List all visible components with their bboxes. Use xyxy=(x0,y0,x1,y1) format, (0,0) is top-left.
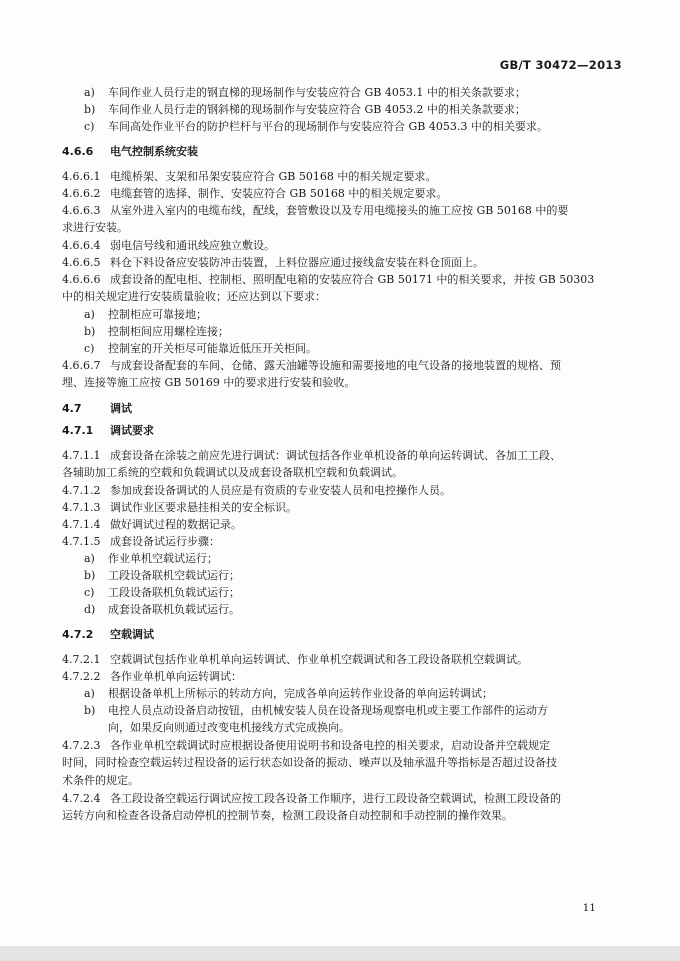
clause: 4.7.2.2 各作业单机单向运转调试： xyxy=(62,670,242,683)
clause-continuation: 时间，同时检查空载运转过程设备的运行状态如设备的振动、噪声以及轴承温升等指标是否超过设备技 xyxy=(62,756,557,769)
list-item: d) 成套设备联机负载试运行。 xyxy=(84,603,240,616)
clause: 4.7.1.2 参加成套设备调试的人员应是有资质的专业安装人员和电控操作人员。 xyxy=(62,484,451,497)
clause-continuation: 埋、连接等施工应按 GB 50169 中的要求进行安装和验收。 xyxy=(62,376,356,389)
clause: 4.6.6.6 成套设备的配电柜、控制柜、照明配电箱的安装应符合 GB 50171 中的相关要求，并按 GB 50303 xyxy=(62,273,595,286)
clause: 4.6.6.1 电缆桥架、支架和吊架安装应符合 GB 50168 中的相关规定要求。 xyxy=(62,170,437,183)
section-heading: 4.7.1 调试要求 xyxy=(62,424,154,437)
section-heading: 4.7 调试 xyxy=(62,402,132,415)
page-number: 11 xyxy=(582,902,596,914)
list-item-continuation: 向，如果反向则通过改变电机接线方式完成换向。 xyxy=(108,721,350,734)
clause: 4.7.1.3 调试作业区要求悬挂相关的安全标识。 xyxy=(62,501,297,514)
clause: 4.7.1.5 成套设备试运行步骤： xyxy=(62,535,220,548)
clause-continuation: 运转方向和检查各设备启动停机的控制节奏，检测工段设备自动控制和手动控制的操作效果。 xyxy=(62,809,513,822)
clause-continuation: 术条件的规定。 xyxy=(62,774,139,787)
clause-continuation: 各辅助加工系统的空载和负载调试以及成套设备联机空载和负载调试。 xyxy=(62,466,403,479)
list-item: c) 工段设备联机负载试运行； xyxy=(84,586,240,599)
clause: 4.7.2.4 各工段设备空载运行调试应按工段各设备工作顺序，进行工段设备空载调试，检测工段设备的 xyxy=(62,792,561,805)
clause: 4.7.1.1 成套设备在涂装之前应先进行调试：调试包括各作业单机设备的单向运转调试、各加工工段、 xyxy=(62,449,561,462)
list-item: a) 作业单机空载试运行； xyxy=(84,552,218,565)
standard-code: GB/T 30472—2013 xyxy=(499,58,622,72)
section-heading: 4.7.2 空载调试 xyxy=(62,628,154,641)
list-item: a) 车间作业人员行走的钢直梯的现场制作与安装应符合 GB 4053.1 中的相关条款要求； xyxy=(84,86,526,99)
clause: 4.6.6.3 从室外进入室内的电缆布线，配线，套管敷设以及专用电缆接头的施工应按 GB 50168 中的要 xyxy=(62,204,569,217)
page-content xyxy=(62,86,622,827)
clause: 4.6.6.4 弱电信号线和通讯线应独立敷设。 xyxy=(62,239,275,252)
list-item: a) 根据设备单机上所标示的转动方向，完成各单向运转作业设备的单向运转调试； xyxy=(84,687,493,700)
list-item: b) 车间作业人员行走的钢斜梯的现场制作与安装应符合 GB 4053.2 中的相关条款要求； xyxy=(84,103,526,116)
list-item: b) 电控人员点动设备启动按钮，由机械安装人员在设备现场观察电机或主要工作部件的运动方 xyxy=(84,704,548,717)
clause: 4.7.1.4 做好调试过程的数据记录。 xyxy=(62,518,242,531)
clause: 4.6.6.7 与成套设备配套的车间、仓储、露天油罐等设施和需要接地的电气设备的接地装置的规格、预 xyxy=(62,359,561,372)
clause-continuation: 中的相关规定进行安装质量验收；还应达到以下要求： xyxy=(62,290,326,303)
list-item: c) 控制室的开关柜尽可能靠近低压开关柜间。 xyxy=(84,342,317,355)
clause-continuation: 求进行安装。 xyxy=(62,221,128,234)
list-item: b) 控制柜间应用螺栓连接； xyxy=(84,325,229,338)
clause: 4.7.2.1 空载调试包括作业单机单向运转调试、作业单机空载调试和各工段设备联机空载调试。 xyxy=(62,653,528,666)
section-heading: 4.6.6 电气控制系统安装 xyxy=(62,145,198,158)
scroll-gutter xyxy=(0,946,680,961)
clause: 4.6.6.5 料仓下料设备应安装防冲击装置，上料位器应通过接线盒安装在料仓顶面上。 xyxy=(62,256,484,269)
clause: 4.7.2.3 各作业单机空载调试时应根据设备使用说明书和设备电控的相关要求，启动设备并空载规定 xyxy=(62,739,550,752)
clause: 4.6.6.2 电缆套管的选择、制作、安装应符合 GB 50168 中的相关规定要求。 xyxy=(62,187,448,200)
list-item: b) 工段设备联机空载试运行； xyxy=(84,569,240,582)
list-item: a) 控制柜应可靠接地； xyxy=(84,308,207,321)
list-item: c) 车间高处作业平台的防护栏杆与平台的现场制作与安装应符合 GB 4053.3 中的相关要求。 xyxy=(84,120,548,133)
